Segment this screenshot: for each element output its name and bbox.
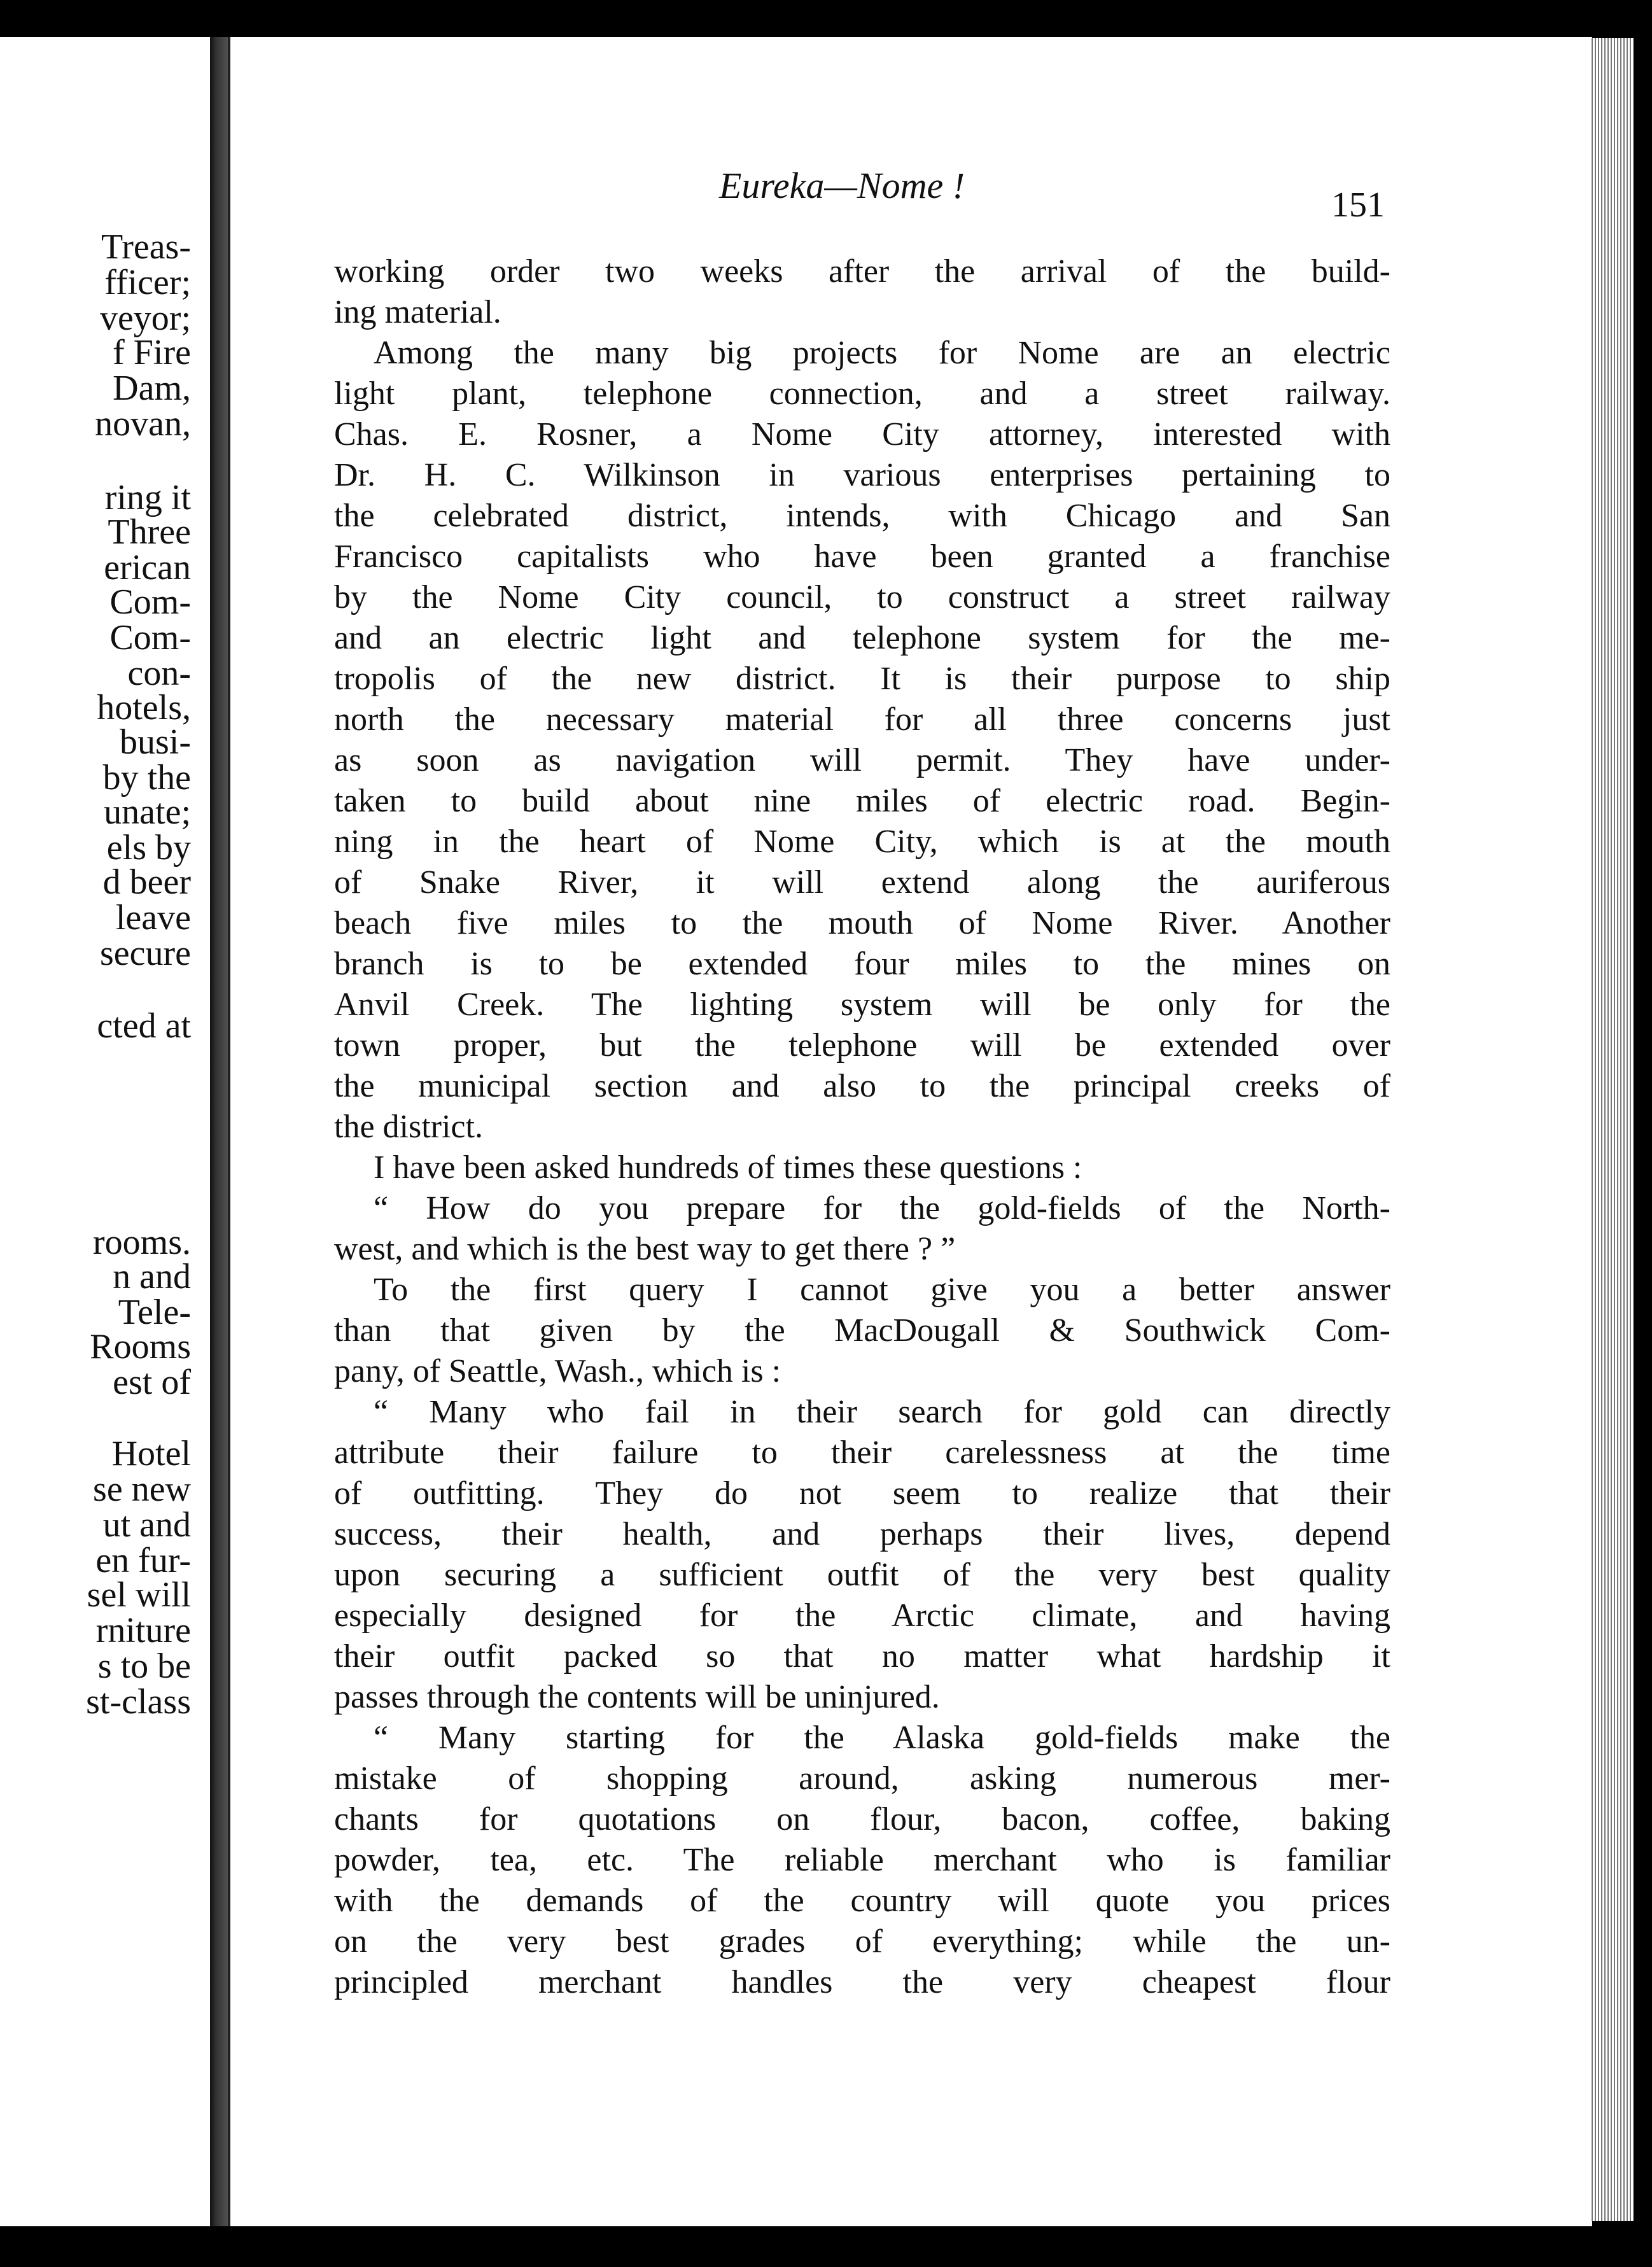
text-line: chants for quotations on flour, bacon, coffee, baking bbox=[334, 1801, 1390, 1837]
left-page-line-fragment: st-class bbox=[86, 1682, 191, 1722]
text-line: and an electric light and telephone system for the me- bbox=[334, 620, 1390, 656]
text-line: Francisco capitalists who have been granted a franchise bbox=[334, 538, 1390, 575]
text-line: the celebrated district, intends, with Chicago and San bbox=[334, 498, 1390, 534]
page-number: 151 bbox=[1331, 185, 1385, 225]
left-page-line-fragment: en fur- bbox=[95, 1541, 191, 1580]
left-page-line-fragment: rniture bbox=[95, 1611, 191, 1650]
left-page-line-fragment: rooms. bbox=[93, 1223, 191, 1262]
text-line: Dr. H. C. Wilkinson in various enterprises pertaining to bbox=[334, 457, 1390, 493]
text-line: Among the many big projects for Nome are an electric bbox=[374, 335, 1390, 371]
left-page-line-fragment: Com- bbox=[109, 618, 191, 657]
text-line: attribute their failure to their carelessness at the time bbox=[334, 1435, 1390, 1471]
text-line: ning in the heart of Nome City, which is at the mouth bbox=[334, 824, 1390, 860]
left-page-line-fragment: est of bbox=[113, 1363, 191, 1402]
left-page-line-fragment: novan, bbox=[95, 404, 191, 444]
left-page-line-fragment: leave bbox=[115, 898, 191, 937]
text-line: upon securing a sufficient outfit of the very best quality bbox=[334, 1557, 1390, 1593]
text-line: success, their health, and perhaps their lives, depend bbox=[334, 1516, 1390, 1552]
left-page-line-fragment: d beer bbox=[102, 862, 191, 902]
text-line: their outfit packed so that no matter what hardship it bbox=[334, 1638, 1390, 1674]
text-line: of outfitting. They do not seem to realize that their bbox=[334, 1475, 1390, 1512]
left-page-line-fragment: Treas- bbox=[101, 227, 191, 267]
text-line: tropolis of the new district. It is their purpose to ship bbox=[334, 661, 1390, 697]
left-page-line-fragment: Dam, bbox=[113, 368, 191, 408]
text-line: ing material. bbox=[334, 294, 501, 330]
text-line: “ How do you prepare for the gold-fields of the North- bbox=[374, 1190, 1390, 1226]
text-line: “ Many who fail in their search for gold can directly bbox=[374, 1394, 1390, 1430]
left-page-line-fragment: Rooms bbox=[90, 1327, 191, 1366]
text-line: Chas. E. Rosner, a Nome City attorney, interested with bbox=[334, 416, 1390, 453]
left-page-line-fragment: n and bbox=[113, 1257, 191, 1296]
text-line: town proper, but the telephone will be extended over bbox=[334, 1027, 1390, 1063]
text-line: branch is to be extended four miles to the mines on bbox=[334, 946, 1390, 982]
text-line: “ Many starting for the Alaska gold-fields make the bbox=[374, 1720, 1390, 1756]
text-line: I have been asked hundreds of times these questions : bbox=[374, 1149, 1082, 1186]
left-page-line-fragment: sel will bbox=[87, 1575, 191, 1615]
text-line: principled merchant handles the very cheapest flour bbox=[334, 1964, 1390, 2000]
text-line: beach five miles to the mouth of Nome River. Another bbox=[334, 905, 1390, 941]
text-line: taken to build about nine miles of electric road. Begin- bbox=[334, 783, 1390, 819]
left-page-line-fragment: Hotel bbox=[111, 1434, 191, 1473]
left-page-line-fragment: ring it bbox=[104, 478, 191, 517]
text-line: pany, of Seattle, Wash., which is : bbox=[334, 1353, 781, 1389]
text-line: with the demands of the country will quote you prices bbox=[334, 1883, 1390, 1919]
left-page-line-fragment: Com- bbox=[109, 582, 191, 622]
text-line: north the necessary material for all three concerns just bbox=[334, 701, 1390, 738]
left-page-line-fragment: s to be bbox=[97, 1646, 191, 1686]
text-line: passes through the contents will be uninjured. bbox=[334, 1679, 940, 1715]
left-facing-page bbox=[0, 37, 210, 2226]
left-page-line-fragment: by the bbox=[102, 758, 191, 797]
left-page-line-fragment: fficer; bbox=[104, 263, 191, 302]
text-line: by the Nome City council, to construct a street railway bbox=[334, 579, 1390, 615]
left-page-line-fragment: erican bbox=[104, 548, 191, 587]
text-line: mistake of shopping around, asking numerous mer- bbox=[334, 1760, 1390, 1797]
text-line: Anvil Creek. The lighting system will be only for the bbox=[334, 986, 1390, 1023]
text-line: especially designed for the Arctic climate, and having bbox=[334, 1597, 1390, 1634]
left-page-line-fragment: hotels, bbox=[97, 688, 191, 727]
text-line: powder, tea, etc. The reliable merchant who is familiar bbox=[334, 1842, 1390, 1878]
text-line: than that given by the MacDougall & Southwick Com- bbox=[334, 1312, 1390, 1349]
running-head: Eureka—Nome ! bbox=[719, 165, 965, 206]
left-page-line-fragment: ut and bbox=[102, 1505, 191, 1545]
left-page-line-fragment: secure bbox=[99, 934, 191, 973]
left-page-line-fragment: f Fire bbox=[113, 333, 191, 372]
text-line: To the first query I cannot give you a better answer bbox=[374, 1272, 1390, 1308]
text-line: light plant, telephone connection, and a street railway. bbox=[334, 375, 1390, 412]
text-line: on the very best grades of everything; while the un- bbox=[334, 1923, 1390, 1960]
text-line: west, and which is the best way to get there ? ” bbox=[334, 1231, 956, 1267]
left-page-line-fragment: Three bbox=[108, 512, 191, 552]
left-page-line-fragment: cted at bbox=[97, 1006, 191, 1046]
page-edges bbox=[1590, 38, 1634, 2221]
text-line: working order two weeks after the arrival of the build- bbox=[334, 253, 1390, 290]
left-page-line-fragment: els by bbox=[106, 828, 191, 867]
text-line: the district. bbox=[334, 1109, 483, 1145]
text-line: of Snake River, it will extend along the auriferous bbox=[334, 864, 1390, 901]
left-page-line-fragment: unate; bbox=[104, 792, 191, 832]
left-page-line-fragment: se new bbox=[93, 1470, 191, 1509]
body-text bbox=[334, 251, 1390, 2003]
book-gutter bbox=[210, 37, 229, 2226]
text-line: the municipal section and also to the principal creeks of bbox=[334, 1068, 1390, 1104]
left-page-line-fragment: busi- bbox=[120, 722, 191, 762]
left-page-line-fragment: con- bbox=[127, 654, 191, 693]
text-line: as soon as navigation will permit. They have under- bbox=[334, 742, 1390, 778]
left-page-line-fragment: Tele- bbox=[118, 1293, 191, 1332]
left-page-line-fragment: veyor; bbox=[99, 298, 191, 338]
